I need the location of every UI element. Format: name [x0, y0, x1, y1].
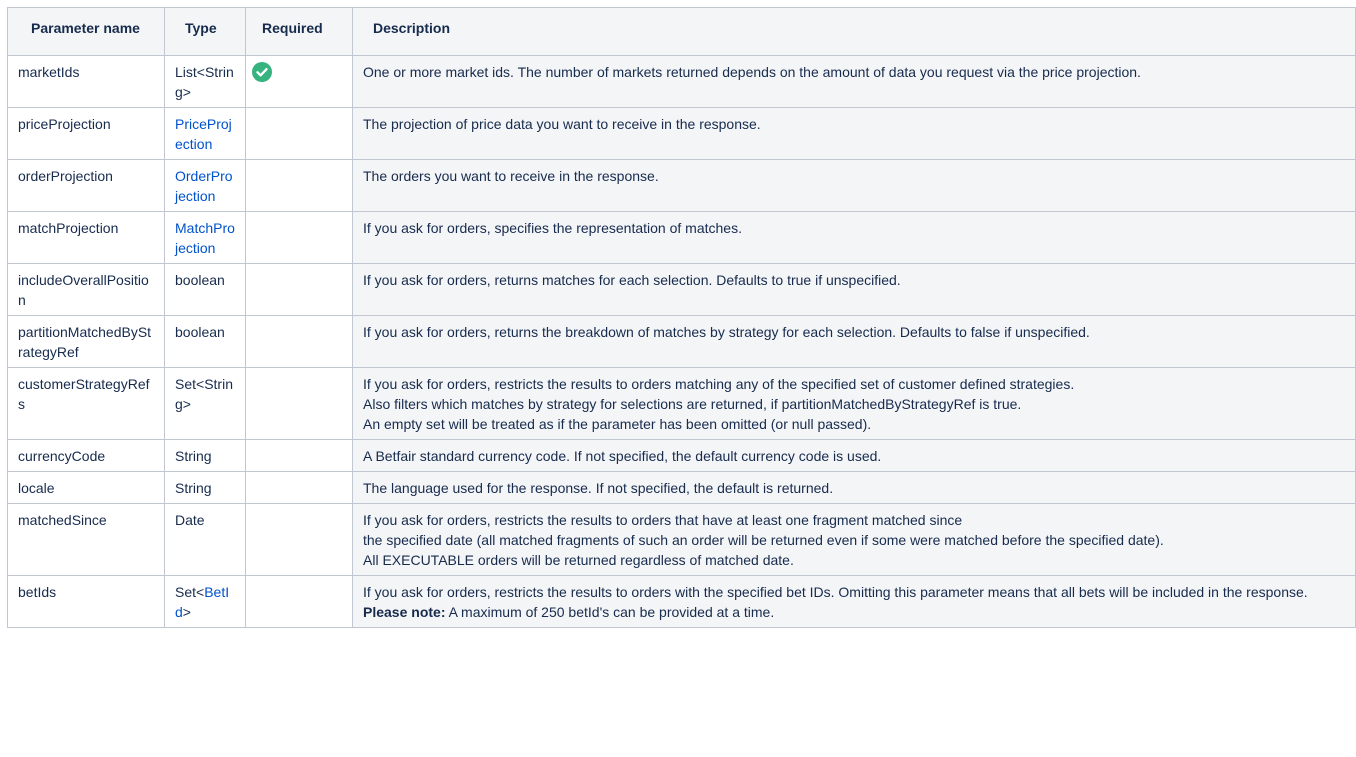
param-type: [165, 108, 246, 160]
param-required: [246, 212, 353, 264]
parameters-table: [7, 7, 1356, 628]
param-required: [246, 316, 353, 368]
col-header-type: Type: [165, 8, 246, 56]
desc-line: If you ask for orders, restricts the results to orders that have at least one fragment matched since: [363, 512, 963, 528]
param-description: [353, 264, 1356, 316]
table-row: [8, 160, 1356, 212]
param-description: [353, 576, 1356, 628]
param-description: [353, 160, 1356, 212]
param-required: [246, 368, 353, 440]
desc-line: If you ask for orders, restricts the results to orders matching any of the specified set of customer defined strategies.: [363, 376, 1075, 392]
param-type: List<String>: [165, 56, 246, 108]
table-row: [8, 472, 1356, 504]
desc-line: If you ask for orders, specifies the representation of matches.: [363, 220, 742, 236]
col-header-required: Required: [246, 8, 353, 56]
param-description: [353, 316, 1356, 368]
param-type: String: [165, 440, 246, 472]
param-required: [246, 440, 353, 472]
param-required: [246, 504, 353, 576]
param-type: boolean: [165, 264, 246, 316]
table-row: [8, 504, 1356, 576]
param-description: [353, 440, 1356, 472]
desc-line: The projection of price data you want to receive in the response.: [363, 116, 761, 132]
desc-line: An empty set will be treated as if the parameter has been omitted (or null passed).: [363, 416, 872, 432]
param-required: [246, 108, 353, 160]
param-type: boolean: [165, 316, 246, 368]
table-row: [8, 56, 1356, 108]
desc-line: If you ask for orders, restricts the results to orders with the specified bet IDs. Omitting this parameter means that all bets will be included in the response.: [363, 584, 1308, 600]
type-link[interactable]: BetId: [175, 584, 230, 620]
table-row: [8, 440, 1356, 472]
param-type: Set<String>: [165, 368, 246, 440]
table-row: [8, 316, 1356, 368]
param-name: locale: [8, 472, 165, 504]
table-row: [8, 368, 1356, 440]
param-type: String: [165, 472, 246, 504]
table-row: [8, 264, 1356, 316]
param-name: matchProjection: [8, 212, 165, 264]
param-required: [246, 264, 353, 316]
param-required: [246, 576, 353, 628]
param-name: partitionMatchedByStrategyRef: [8, 316, 165, 368]
param-description: [353, 368, 1356, 440]
type-link[interactable]: MatchProjection: [175, 220, 235, 256]
desc-line: All EXECUTABLE orders will be returned regardless of matched date.: [363, 552, 794, 568]
param-description: [353, 212, 1356, 264]
param-type: [165, 212, 246, 264]
table-row: [8, 212, 1356, 264]
param-description: [353, 108, 1356, 160]
param-name: includeOverallPosition: [8, 264, 165, 316]
desc-line: If you ask for orders, returns the breakdown of matches by strategy for each selection. Defaults to false if unspecified.: [363, 324, 1090, 340]
param-type: [165, 576, 246, 628]
param-name: betIds: [8, 576, 165, 628]
param-name: customerStrategyRefs: [8, 368, 165, 440]
type-suffix: >: [182, 604, 191, 620]
param-description: [353, 504, 1356, 576]
table-row: [8, 108, 1356, 160]
param-name: matchedSince: [8, 504, 165, 576]
type-link[interactable]: PriceProjection: [175, 116, 232, 152]
header-row: [8, 8, 1356, 56]
desc-line: A Betfair standard currency code. If not specified, the default currency code is used.: [363, 448, 882, 464]
param-description: [353, 56, 1356, 108]
col-header-description: Description: [353, 8, 1356, 56]
col-header-parameter-name: Parameter name: [8, 8, 165, 56]
desc-line: If you ask for orders, returns matches for each selection. Defaults to true if unspecified.: [363, 272, 901, 288]
desc-line: the specified date (all matched fragments of such an order will be returned even if some were matched before the specified date).: [363, 532, 1164, 548]
param-type: [165, 160, 246, 212]
param-description: [353, 472, 1356, 504]
desc-line: One or more market ids. The number of markets returned depends on the amount of data you request via the price projection.: [363, 64, 1141, 80]
note-text: A maximum of 250 betId's can be provided at a time.: [445, 604, 775, 620]
type-link[interactable]: OrderProjection: [175, 168, 233, 204]
param-name: priceProjection: [8, 108, 165, 160]
param-name: currencyCode: [8, 440, 165, 472]
param-type: Date: [165, 504, 246, 576]
table-row: [8, 576, 1356, 628]
check-circle-icon: [251, 61, 273, 83]
desc-line: The language used for the response. If not specified, the default is returned.: [363, 480, 834, 496]
param-name: orderProjection: [8, 160, 165, 212]
param-required: [246, 160, 353, 212]
note-label: Please note:: [363, 604, 446, 620]
type-prefix: Set<: [175, 584, 205, 600]
param-required: [246, 56, 353, 108]
desc-line: The orders you want to receive in the response.: [363, 168, 659, 184]
param-required: [246, 472, 353, 504]
desc-line: Also filters which matches by strategy for selections are returned, if partitionMatchedByStrategyRef is true.: [363, 396, 1022, 412]
param-name: marketIds: [8, 56, 165, 108]
